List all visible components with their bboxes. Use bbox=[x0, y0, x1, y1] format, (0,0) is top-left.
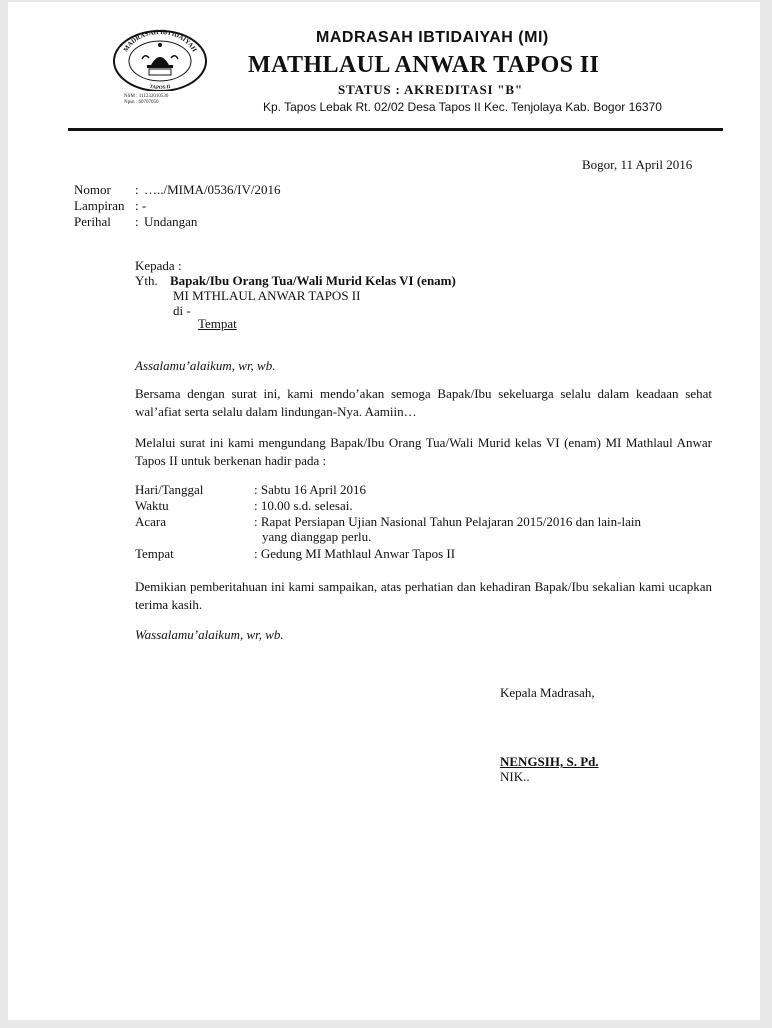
perihal-colon: : bbox=[135, 214, 139, 229]
school-type: MADRASAH IBTIDAIYAH (MI) bbox=[316, 29, 549, 46]
accreditation-status: STATUS : AKREDITASI "B" bbox=[338, 82, 523, 97]
school-name: MATHLAUL ANWAR TAPOS II bbox=[248, 52, 600, 78]
closing-greeting: Wassalamu’alaikum, wr, wb. bbox=[135, 627, 284, 642]
paragraph-2: Melalui surat ini kami mengundang Bapak/Ibu Orang Tua/Wali Murid kelas VI (enam) MI Mathlaul Anwar Tapos II untuk berkenan hadir pada : bbox=[135, 435, 712, 468]
paragraph-3: Demikian pemberitahuan ini kami sampaikan, atas perhatian dan kehadiran Bapak/Ibu sekalian kami ucapkan terima kasih. bbox=[135, 579, 712, 612]
seal-text-top: MADRASAH IBTIDAIYAH bbox=[122, 28, 198, 54]
school-address: Kp. Tapos Lebak Rt. 02/02 Desa Tapos II Kec. Tenjolaya Kab. Bogor 16370 bbox=[263, 100, 662, 114]
detail-day-value: : Sabtu 16 April 2016 bbox=[254, 482, 366, 497]
recipient-name: Bapak/Ibu Orang Tua/Wali Murid Kelas VI (enam) bbox=[170, 273, 456, 288]
detail-event-value: : Rapat Persiapan Ujian Nasional Tahun Pelajaran 2015/2016 dan lain-lain bbox=[254, 514, 641, 529]
recipient-place: Tempat bbox=[198, 316, 237, 331]
yth-label: Yth. bbox=[135, 273, 158, 288]
detail-event-label: Acara bbox=[135, 514, 167, 529]
kepada-label: Kepada : bbox=[135, 258, 182, 273]
detail-time-value: : 10.00 s.d. selesai. bbox=[254, 498, 353, 513]
lampiran-label: Lampiran bbox=[74, 198, 125, 213]
detail-event-value-cont: yang dianggap perlu. bbox=[262, 529, 372, 544]
greeting: Assalamu’alaikum, wr, wb. bbox=[135, 358, 276, 373]
perihal-label: Perihal bbox=[74, 214, 111, 229]
nomor-colon: : bbox=[135, 182, 139, 197]
header-divider bbox=[68, 128, 723, 131]
perihal-value: Undangan bbox=[144, 214, 198, 229]
detail-time-label: Waktu bbox=[135, 498, 169, 513]
signatory-name: NENGSIH, S. Pd. bbox=[500, 754, 599, 769]
paragraph-1: Bersama dengan surat ini, kami mendo’akan semoga Bapak/Ibu sekeluarga selalu dalam keadaan sehat wal’afiat serta selalu dalam lindungan-Nya. Aamiin… bbox=[135, 386, 712, 419]
svg-text:TAPOS II bbox=[149, 85, 171, 91]
detail-place-label: Tempat bbox=[135, 546, 174, 561]
signature-title: Kepala Madrasah, bbox=[500, 685, 595, 700]
recipient-di: di - bbox=[173, 303, 191, 318]
detail-day-label: Hari/Tanggal bbox=[135, 482, 204, 497]
lampiran-value: : - bbox=[135, 198, 147, 213]
nomor-value: …../MIMA/0536/IV/2016 bbox=[144, 182, 281, 197]
school-seal-logo bbox=[111, 25, 209, 91]
seal-registration: NSM : 111232010536 Npsn : 60707050 bbox=[124, 94, 169, 105]
letter-date: Bogor, 11 April 2016 bbox=[582, 157, 693, 172]
recipient-school: MI MTHLAUL ANWAR TAPOS II bbox=[173, 288, 361, 303]
signatory-nik: NIK.. bbox=[500, 769, 530, 784]
detail-place-value: : Gedung MI Mathlaul Anwar Tapos II bbox=[254, 546, 456, 561]
seal-text-bottom: TAPOS II bbox=[148, 84, 172, 91]
letter-page bbox=[8, 2, 760, 1020]
nomor-label: Nomor bbox=[74, 182, 111, 197]
